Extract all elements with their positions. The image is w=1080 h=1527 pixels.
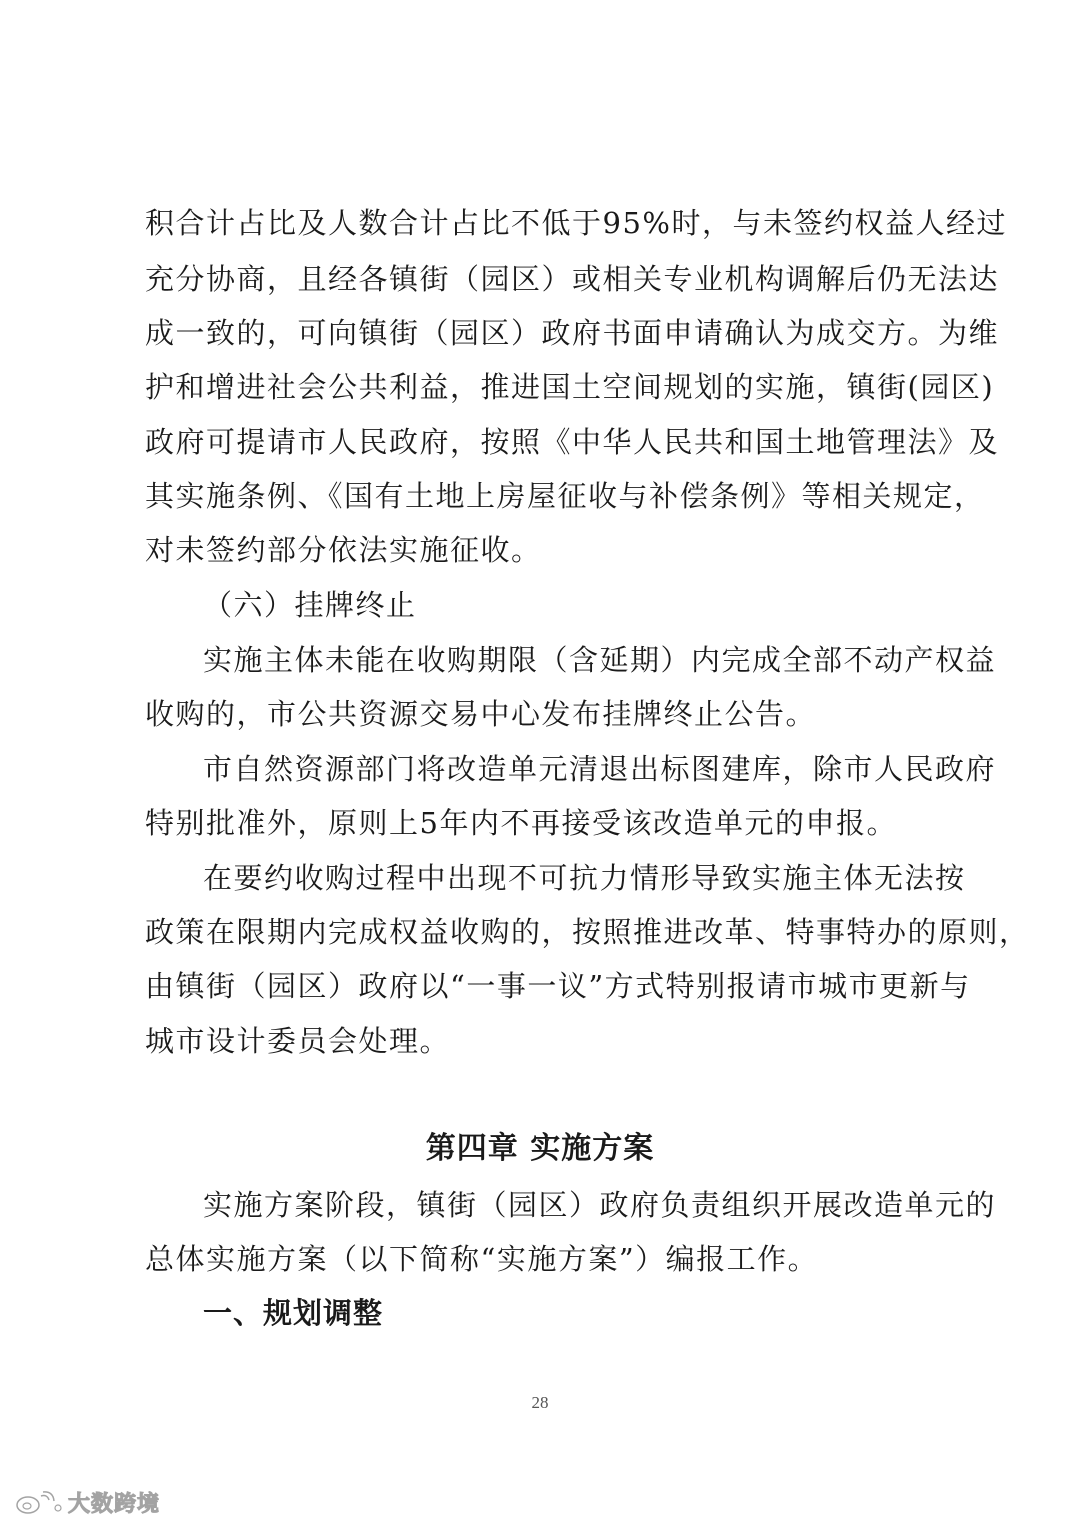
subsection-heading: （六）挂牌终止: [203, 588, 417, 622]
paragraph-line: 成一致的，可向镇街（园区）政府书面申请确认为成交方。为维: [145, 316, 1000, 350]
paragraph-line: 护和增进社会公共利益，推进国土空间规划的实施，镇街(园区): [145, 370, 995, 404]
paragraph-line: 在要约收购过程中出现不可抗力情形导致实施主体无法按: [203, 861, 966, 895]
chapter-title: 第四章 实施方案: [425, 1131, 655, 1166]
section-heading: 一、规划调整: [203, 1296, 384, 1330]
paragraph-line: 市自然资源部门将改造单元清退出标图建库，除市人民政府: [203, 752, 997, 786]
paragraph-line: 收购的，市公共资源交易中心发布挂牌终止公告。: [145, 697, 817, 731]
paragraph-line: 对未签约部分依法实施征收。: [145, 533, 542, 567]
paragraph-line: 特别批准外，原则上5年内不再接受该改造单元的申报。: [145, 806, 897, 840]
paragraph-line: 总体实施方案（以下简称“实施方案”）编报工作。: [145, 1242, 819, 1276]
paragraph-line: 城市设计委员会处理。: [145, 1024, 451, 1058]
paragraph-line: 其实施条例、《国有土地上房屋征收与补偿条例》等相关规定，: [145, 479, 985, 513]
paragraph-line: 政策在限期内完成权益收购的，按照推进改革、特事特办的原则，: [145, 915, 1030, 949]
paragraph-line: 充分协商，且经各镇街（园区）或相关专业机构调解后仍无法达: [145, 262, 1000, 296]
paragraph-line: 实施方案阶段，镇街（园区）政府负责组织开展改造单元的: [203, 1188, 997, 1222]
paragraph-line: 积合计占比及人数合计占比不低于95%时，与未签约权益人经过: [145, 206, 1007, 240]
weibo-logo-icon: [14, 1490, 62, 1516]
paragraph-line: 实施主体未能在收购期限（含延期）内完成全部不动产权益: [203, 643, 997, 677]
paragraph-line: 由镇街（园区）政府以“一事一议”方式特别报请市城市更新与: [145, 969, 971, 1003]
watermark: [14, 1487, 160, 1518]
paragraph-line: 政府可提请市人民政府，按照《中华人民共和国土地管理法》及: [145, 425, 1000, 459]
watermark-text: 大数跨境: [68, 1492, 161, 1517]
page-number: 28: [531, 1393, 549, 1412]
